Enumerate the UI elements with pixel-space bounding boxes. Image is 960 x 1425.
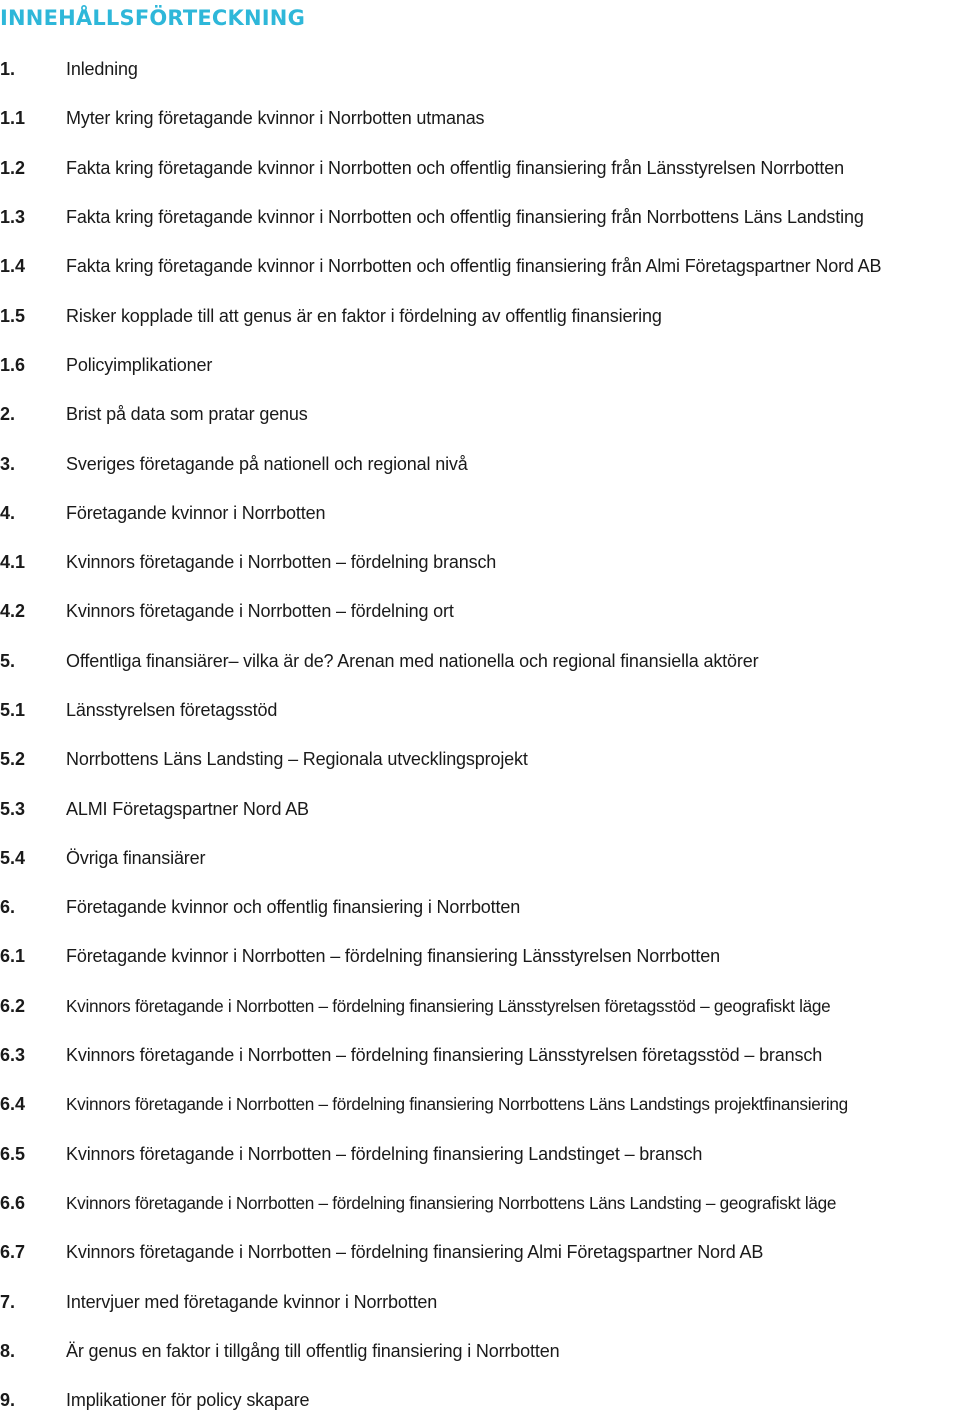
toc-entry-title: Intervjuer med företagande kvinnor i Norrbotten	[66, 1291, 438, 1312]
toc-entry-title: Brist på data som pratar genus	[66, 404, 308, 425]
toc-entry-title: Fakta kring företagande kvinnor i Norrbotten och offentlig finansiering från Länsstyrelsen Norrbotten	[66, 157, 844, 178]
toc-entry-4-2[interactable]	[0, 587, 960, 636]
toc-entry-title: Myter kring företagande kvinnor i Norrbotten utmanas	[66, 108, 485, 129]
toc-entry-title: Kvinnors företagande i Norrbotten – fördelning finansiering Norrbottens Läns Landsting – geografiskt läge	[66, 1192, 837, 1213]
toc-entry-title: ALMI Företagspartner Nord AB	[66, 798, 309, 819]
toc-entry-number: 3.	[0, 453, 16, 474]
toc-entry-number: 2.	[0, 404, 16, 425]
toc-entry-number: 1.5	[0, 305, 26, 326]
toc-entry-5[interactable]	[0, 637, 960, 686]
toc-entry-5-3[interactable]	[0, 784, 960, 833]
toc-entry-number: 6.4	[0, 1094, 26, 1115]
toc-entry-number: 5.1	[0, 700, 26, 720]
toc-entry-1-5[interactable]	[0, 291, 960, 340]
toc-entry-title: Övriga finansiärer	[66, 847, 206, 868]
toc-entry-number: 6.	[0, 897, 16, 918]
toc-entry-title: Företagande kvinnor och offentlig finansiering i Norrbotten	[66, 897, 521, 918]
toc-entry-title: Offentliga finansiärer– vilka är de? Arenan med nationella och regional finansiella aktörer	[66, 650, 759, 671]
toc-entry-number: 1.1	[0, 108, 26, 129]
toc-entry-title: Inledning	[66, 59, 138, 80]
toc-entry-title: Fakta kring företagande kvinnor i Norrbotten och offentlig finansiering från Norrbottens Läns Landsting	[66, 207, 864, 228]
toc-entry-1-6[interactable]	[0, 341, 960, 390]
toc-entry-number: 4.	[0, 502, 16, 523]
toc-entry-1-1[interactable]	[0, 94, 960, 143]
toc-entry-title: Kvinnors företagande i Norrbotten – fördelning finansiering Länsstyrelsen företagsstöd – bransch	[66, 1045, 823, 1066]
toc-entry-number: 1.3	[0, 207, 26, 228]
toc-entry-number: 6.3	[0, 1045, 26, 1066]
toc-entry-6-7[interactable]	[0, 1228, 960, 1277]
toc-entry-title: Företagande kvinnor i Norrbotten – fördelning finansiering Länsstyrelsen Norrbotten	[66, 946, 720, 967]
toc-entry-6-5[interactable]	[0, 1130, 960, 1179]
toc-entry-3[interactable]	[0, 439, 960, 488]
toc-entry-6[interactable]	[0, 883, 960, 932]
toc-entry-9[interactable]	[0, 1376, 960, 1425]
toc-entry-number: 1.2	[0, 157, 26, 178]
toc-entry-title: Länsstyrelsen företagsstöd	[66, 700, 278, 720]
toc-entry-1-4[interactable]	[0, 242, 960, 291]
toc-entry-title: Sveriges företagande på nationell och regional nivå	[66, 453, 468, 474]
toc-entry-number: 9.	[0, 1390, 16, 1411]
toc-entry-title: Kvinnors företagande i Norrbotten – fördelning finansiering Landstinget – bransch	[66, 1143, 703, 1164]
toc-entry-6-3[interactable]	[0, 1031, 960, 1080]
toc-entry-number: 5.3	[0, 798, 26, 819]
toc-heading: INNEHÅLLSFÖRTECKNING	[0, 6, 306, 30]
toc-entry-number: 6.1	[0, 946, 26, 967]
toc-entry-1[interactable]	[0, 45, 960, 94]
toc-entry-title: Policyimplikationer	[66, 354, 213, 375]
toc-entry-number: 1.	[0, 59, 16, 80]
toc-entry-number: 4.1	[0, 552, 26, 573]
toc-entry-5-2[interactable]	[0, 735, 960, 784]
toc-entry-7[interactable]	[0, 1277, 960, 1326]
toc-entry-6-4[interactable]	[0, 1080, 960, 1129]
toc-list	[0, 45, 960, 1425]
toc-entry-number: 4.2	[0, 601, 26, 622]
toc-entry-title: Kvinnors företagande i Norrbotten – fördelning finansiering Länsstyrelsen företagsstöd – geografiskt läge	[66, 995, 831, 1016]
toc-entry-number: 5.4	[0, 847, 26, 868]
toc-entry-6-6[interactable]	[0, 1179, 960, 1228]
toc-entry-1-3[interactable]	[0, 193, 960, 242]
toc-entry-number: 5.2	[0, 749, 26, 770]
toc-entry-number: 5.	[0, 650, 16, 671]
toc-entry-number: 7.	[0, 1291, 16, 1312]
toc-entry-number: 8.	[0, 1340, 16, 1361]
toc-entry-number: 6.6	[0, 1192, 26, 1213]
toc-entry-title: Är genus en faktor i tillgång till offentlig finansiering i Norrbotten	[66, 1340, 560, 1361]
toc-entry-number: 1.6	[0, 354, 26, 375]
toc-entry-title: Norrbottens Läns Landsting – Regionala utvecklingsprojekt	[66, 749, 528, 770]
toc-entry-number: 6.7	[0, 1242, 26, 1263]
toc-entry-number: 6.2	[0, 995, 26, 1016]
toc-entry-8[interactable]	[0, 1327, 960, 1376]
toc-entry-title: Kvinnors företagande i Norrbotten – fördelning bransch	[66, 552, 497, 573]
toc-entry-number: 1.4	[0, 256, 26, 277]
toc-entry-title: Fakta kring företagande kvinnor i Norrbotten och offentlig finansiering från Almi Företagspartner Nord AB	[66, 256, 882, 277]
toc-entry-4[interactable]	[0, 489, 960, 538]
toc-entry-1-2[interactable]	[0, 144, 960, 193]
toc-entry-title: Implikationer för policy skapare	[66, 1390, 310, 1411]
toc-entry-title: Kvinnors företagande i Norrbotten – fördelning finansiering Almi Företagspartner Nord AB	[66, 1242, 764, 1263]
toc-entry-2[interactable]	[0, 390, 960, 439]
toc-entry-title: Kvinnors företagande i Norrbotten – fördelning ort	[66, 601, 454, 622]
toc-entry-4-1[interactable]	[0, 538, 960, 587]
toc-entry-5-1[interactable]	[0, 686, 960, 735]
toc-entry-6-2[interactable]	[0, 982, 960, 1031]
toc-entry-5-4[interactable]	[0, 834, 960, 883]
toc-entry-title: Företagande kvinnor i Norrbotten	[66, 502, 326, 523]
toc-entry-6-1[interactable]	[0, 932, 960, 981]
toc-entry-number: 6.5	[0, 1143, 26, 1164]
toc-entry-title: Risker kopplade till att genus är en faktor i fördelning av offentlig finansiering	[66, 305, 662, 326]
toc-entry-title: Kvinnors företagande i Norrbotten – fördelning finansiering Norrbottens Läns Landstings projektfinansiering	[66, 1094, 848, 1115]
